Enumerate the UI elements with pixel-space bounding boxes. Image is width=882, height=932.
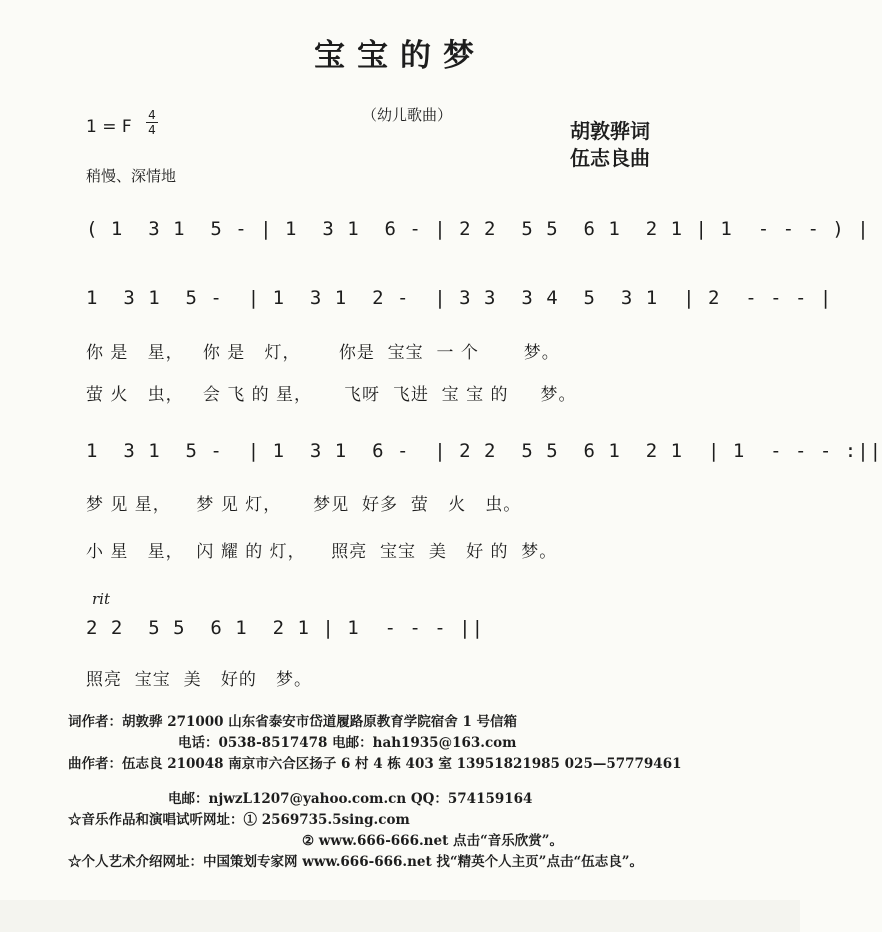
key-signature: 1 = F (86, 117, 132, 137)
lyricist-credit: 胡敦骅词 (570, 119, 650, 143)
composer-address: 曲作者：伍志良 210048 南京市六合区扬子 6 村 4 栋 403 室 13951821985 025—57779461 (68, 756, 682, 772)
song-subtitle: （幼儿歌曲） (362, 106, 453, 124)
profile-site: ☆个人艺术介绍网址：中国策划专家网 www.666-666.net 找“精英个人主页”点击“伍志良”。 (68, 854, 643, 870)
time-signature-top: 4 (146, 108, 158, 123)
lyrics-line-2a: 你 是 星， 你 是 灯， 你是 宝宝 一 个 梦。 (86, 343, 560, 363)
lyrics-line-4: 照亮 宝宝 美 好的 梦。 (86, 670, 313, 690)
credits (570, 118, 650, 172)
score-line-4: 2 2 5 5 6 1 2 1 | 1 - - - || (86, 617, 485, 639)
listen-site-2: ② www.666-666.net 点击“音乐欣赏”。 (302, 833, 564, 849)
song-title: 宝宝的梦 (314, 38, 486, 74)
lyrics-line-3b: 小 星 星， 闪 耀 的 灯， 照亮 宝宝 美 好 的 梦。 (86, 542, 558, 562)
tempo-marking: 稍慢、深情地 (86, 167, 177, 185)
time-signature (146, 108, 158, 137)
composer-contact: 电邮：njwzL1207@yahoo.com.cn QQ：574159164 (168, 791, 533, 807)
score-line-1: ( 1 3 1 5 - | 1 3 1 6 - | 2 2 5 5 6 1 2 1 | 1 - - - ) | (86, 218, 870, 240)
score-line-3: 1 3 1 5 - | 1 3 1 6 - | 2 2 5 5 6 1 2 1 | 1 - - - :|| (86, 440, 882, 462)
ritardando-marking: rit (92, 590, 110, 608)
lyrics-line-3a: 梦 见 星， 梦 见 灯， 梦见 好多 萤 火 虫。 (86, 495, 522, 515)
listen-site-1: ☆音乐作品和演唱试听网址：① 2569735.5sing.com (68, 812, 410, 828)
page-bottom-edge (0, 900, 800, 932)
time-signature-bottom: 4 (148, 123, 156, 137)
lyrics-line-2b: 萤 火 虫， 会 飞 的 星， 飞呀 飞进 宝 宝 的 梦。 (86, 385, 577, 405)
contact-footer (68, 712, 788, 873)
lyricist-address: 词作者：胡敦骅 271000 山东省泰安市岱道履路原教育学院宿舍 1 号信箱 (68, 714, 518, 730)
score-line-2: 1 3 1 5 - | 1 3 1 2 - | 3 3 3 4 5 3 1 | 2 - - - | (86, 287, 833, 309)
lyricist-contact: 电话：0538-8517478 电邮：hah1935@163.com (178, 735, 517, 751)
composer-credit: 伍志良曲 (570, 146, 650, 170)
